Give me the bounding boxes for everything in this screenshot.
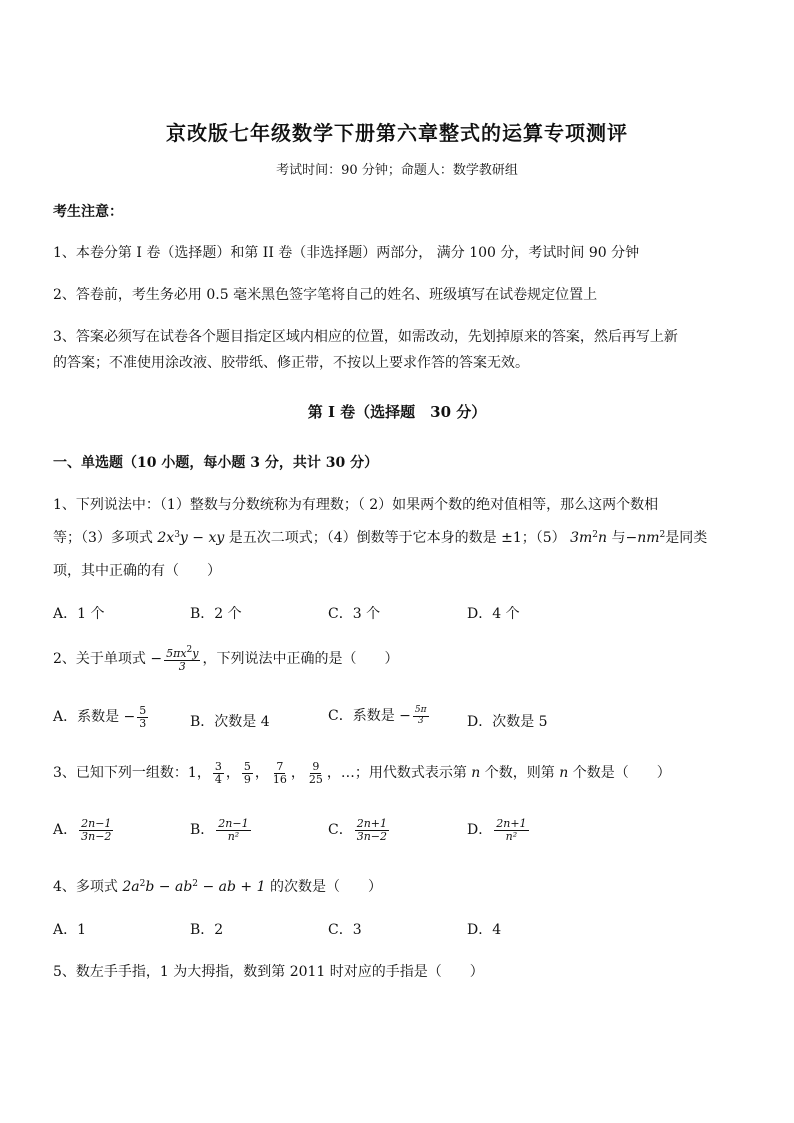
q2-option-d[interactable]: D．次数是 5	[467, 714, 548, 730]
q3-option-a[interactable]: A． $\frac{2n-1}{3n-2}$	[53, 817, 112, 843]
q4-stem: 4、多项式 $2a^2b - ab^2$ − ab + 1 的次数是（ ）	[53, 879, 382, 895]
q2-monomial-fraction: $\frac{5\pi x^2y}{3}$	[166, 645, 199, 673]
q4-polynomial: $2a^2b - ab^2$ − ab + 1	[122, 879, 266, 895]
notice-item-1: 1、本卷分第 I 卷（选择题）和第 II 卷（非选择题）两部分， 满分 100 分，考试时间 90 分钟	[53, 245, 640, 261]
q2-option-b[interactable]: B．次数是 4	[190, 714, 270, 730]
q3-option-d[interactable]: D． $\frac{2n+1}{\text{n²}}$	[467, 817, 527, 843]
section-title: 第 I 卷（选择题 30 分）	[307, 403, 487, 421]
notice-item-3-cont: 的答案；不准使用涂改液、胶带纸、修正带，不按以上要求作答的答案无效。	[53, 355, 529, 371]
q5-stem: 5、数左手手指，1 为大拇指，数到第 2011 时对应的手指是（ ）	[53, 964, 484, 980]
q4-option-c[interactable]: C．3	[328, 922, 362, 938]
q4-option-d[interactable]: D．4	[467, 922, 502, 938]
q3-frac-4: $\frac{9}{25}$	[308, 760, 323, 786]
q1-option-b[interactable]: B．2 个	[190, 606, 242, 622]
exam-subtitle: 考试时间：90 分钟；命题人：数学教研组	[276, 163, 518, 178]
q2-option-c[interactable]: C．系数是 − $\frac{5\pi}{3}$	[328, 705, 427, 726]
q3-option-c[interactable]: C． $\frac{2n+1}{3n-2}$	[328, 817, 388, 843]
q2-option-a[interactable]: A．系数是 − $\frac{5}{3}$	[53, 704, 147, 730]
page-title: 京改版七年级数学下册第六章整式的运算专项测评	[166, 121, 628, 145]
q1-expr-polynomial: $2x^3y$ − xy	[157, 530, 225, 546]
q3-frac-1: $\frac{3}{4}$	[214, 760, 222, 786]
notice-heading: 考生注意：	[53, 204, 123, 220]
q1-line-2: 等；（3）多项式 $2x^3y$ − xy 是五次二项式；（4）倒数等于它本身的数是 ±1；（5） $3m^2n$ 与$-nm^2$是同类	[53, 530, 708, 546]
q3-frac-2: $\frac{5}{9}$	[243, 760, 251, 786]
q3-stem: 3、已知下列一组数：1， $\frac{3}{4}$ ， $\frac{5}{9}$ ， $\frac{7}{16}$ ， $\frac{9}{25}$ ，…；用代数式表示第 n 个数，则第 n 个数是（ ）	[53, 760, 671, 786]
q1-line-1: 1、下列说法中：（1）整数与分数统称为有理数；（ 2）如果两个数的绝对值相等，那么这两个数相	[53, 497, 659, 513]
q1-option-a[interactable]: A．1 个	[53, 606, 105, 622]
q1-expr-term-b: $-nm^2$	[625, 530, 666, 546]
q1-option-d[interactable]: D．4 个	[467, 606, 520, 622]
q4-option-a[interactable]: A．1	[53, 922, 87, 938]
notice-item-2: 2、答卷前，考生务必用 0.5 毫米黑色签字笔将自己的姓名、班级填写在试卷规定位置上	[53, 287, 598, 303]
q4-option-b[interactable]: B．2	[190, 922, 224, 938]
q3-frac-3: $\frac{7}{16}$	[272, 760, 287, 786]
notice-item-3: 3、答案必须写在试卷各个题目指定区域内相应的位置，如需改动，先划掉原来的答案，然后再写上新	[53, 329, 678, 345]
q1-option-c[interactable]: C．3 个	[328, 606, 381, 622]
q2-stem: 2、关于单项式 − $\frac{5\pi x^2y}{3}$ ，下列说法中正确的是（ ）	[53, 645, 399, 673]
part-heading: 一、单选题（10 小题，每小题 3 分，共计 30 分）	[53, 455, 379, 471]
q3-option-b[interactable]: B． $\frac{2n-1}{\text{n²}}$	[190, 817, 249, 843]
q1-expr-term-a: $3m^2n$	[570, 530, 608, 546]
q1-line-3: 项，其中正确的有（ ）	[53, 563, 221, 579]
